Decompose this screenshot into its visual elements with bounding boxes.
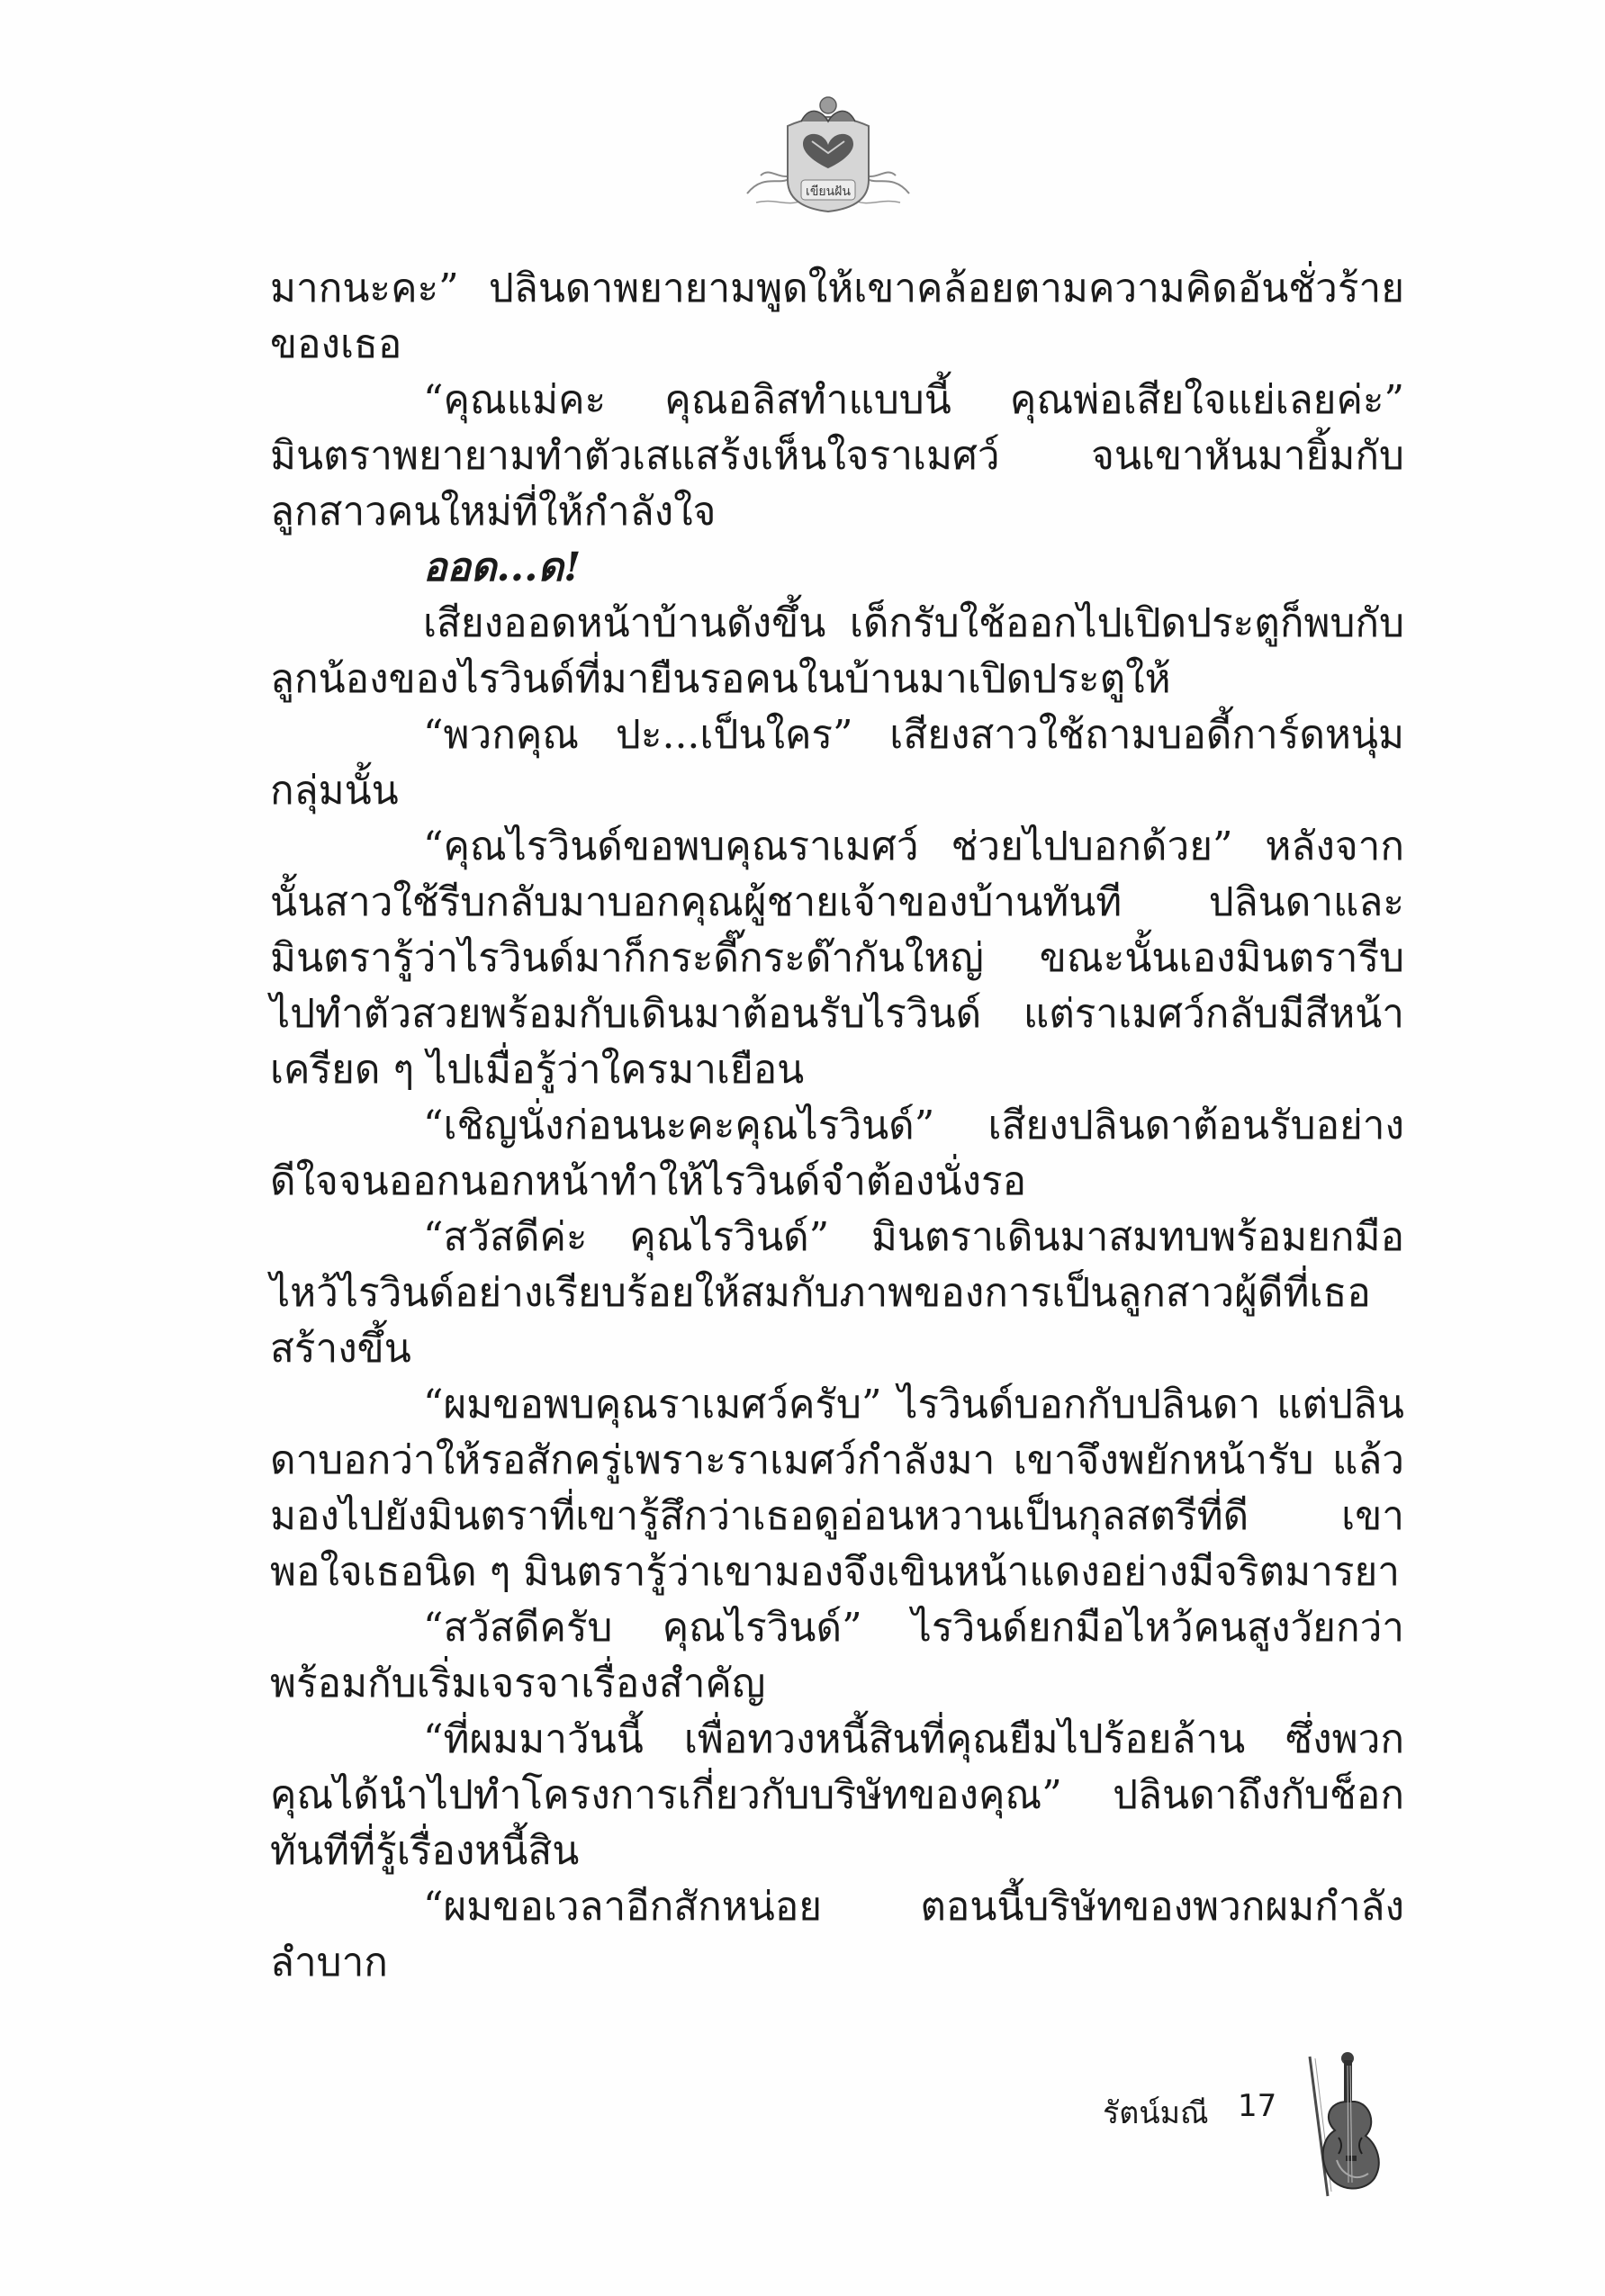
paragraph: “สวัสดีครับ คุณไรวินด์” ไรวินด์ยกมือไหว้คนสูงวัยกว่า พร้อมกับเริ่มเจรจาเรื่องสำคัญ (270, 1605, 1404, 1706)
body-text (270, 261, 1404, 1991)
paragraph: “ผมขอพบคุณราเมศว์ครับ” ไรวินด์บอกกับปลินดา แต่ปลินดาบอกว่าให้รอสักครู่เพราะราเมศว์กำลังมา เขาจึงพยักหน้ารับ แล้วมองไปยังมินตราที่เขารู้สึกว่าเธอดูอ่อนหวานเป็นกุลสตรีที่ดี เขาพอใจเธอนิด ๆ มินตรารู้ว่าเขามองจึงเขินหน้าแดงอย่างมีจริตมารยา (270, 1382, 1404, 1595)
page-number: 17 (1238, 2088, 1277, 2124)
paragraph: เสียงออดหน้าบ้านดังขึ้น เด็กรับใช้ออกไปเปิดประตูก็พบกับลูกน้องของไรวินด์ที่มายืนรอคนในบ้านมาเปิดประตูให้ (270, 600, 1404, 702)
emblem-text: เขียนฝัน (806, 185, 851, 199)
paragraph: “คุณไรวินด์ขอพบคุณราเมศว์ ช่วยไปบอกด้วย” หลังจากนั้นสาวใช้รีบกลับมาบอกคุณผู้ชายเจ้าของบ้านทันที ปลินดาและมินตรารู้ว่าไรวินด์มาก็กระดี๊กระด๊ากันใหญ่ ขณะนั้นเองมินตรารีบไปทำตัวสวยพร้อมกับเดินมาต้อนรับไรวินด์ แต่ราเมศว์กลับมีสีหน้าเครียด ๆ ไปเมื่อรู้ว่าใครมาเยือน (270, 824, 1404, 1093)
violin-icon (1292, 2048, 1409, 2201)
paragraph: “ผมขอเวลาอีกสักหน่อย ตอนนี้บริษัทของพวกผมกำลังลำบาก (270, 1884, 1404, 1985)
paragraph: “ที่ผมมาวันนี้ เพื่อทวงหนี้สินที่คุณยืมไปร้อยล้าน ซึ่งพวกคุณได้นำไปทำโครงการเกี่ยวกับบริษัทของคุณ” ปลินดาถึงกับช็อกทันทีที่รู้เรื่องหนี้สิน (270, 1716, 1404, 1874)
paragraph: “พวกคุณ ปะ...เป็นใคร” เสียงสาวใช้ถามบอดี้การ์ดหนุ่มกลุ่มนั้น (270, 712, 1404, 814)
paragraph: “เชิญนั่งก่อนนะคะคุณไรวินด์” เสียงปลินดาต้อนรับอย่างดีใจจนออกนอกหน้าทำให้ไรวินด์จำต้องนั่งรอ (270, 1103, 1404, 1204)
sound-effect-line: ออด...ด! (423, 545, 582, 590)
paragraph: “สวัสดีค่ะ คุณไรวินด์” มินตราเดินมาสมทบพร้อมยกมือไหว้ไรวินด์อย่างเรียบร้อยให้สมกับภาพของการเป็นลูกสาวผู้ดีที่เธอสร้างขึ้น (270, 1214, 1404, 1372)
ornamental-logo-icon (738, 86, 918, 221)
author-name: รัตน์มณี (1103, 2095, 1209, 2131)
paragraph: “คุณแม่คะ คุณอลิสทำแบบนี้ คุณพ่อเสียใจแย่เลยค่ะ” มินตราพยายามทำตัวเสแสร้งเห็นใจราเมศว์ จนเขาหันมายิ้มกับลูกสาวคนใหม่ที่ให้กำลังใจ (270, 377, 1404, 535)
paragraph: มากนะคะ” ปลินดาพยายามพูดให้เขาคล้อยตามความคิดอันชั่วร้ายของเธอ (270, 266, 1404, 367)
page-footer (1080, 2048, 1422, 2201)
